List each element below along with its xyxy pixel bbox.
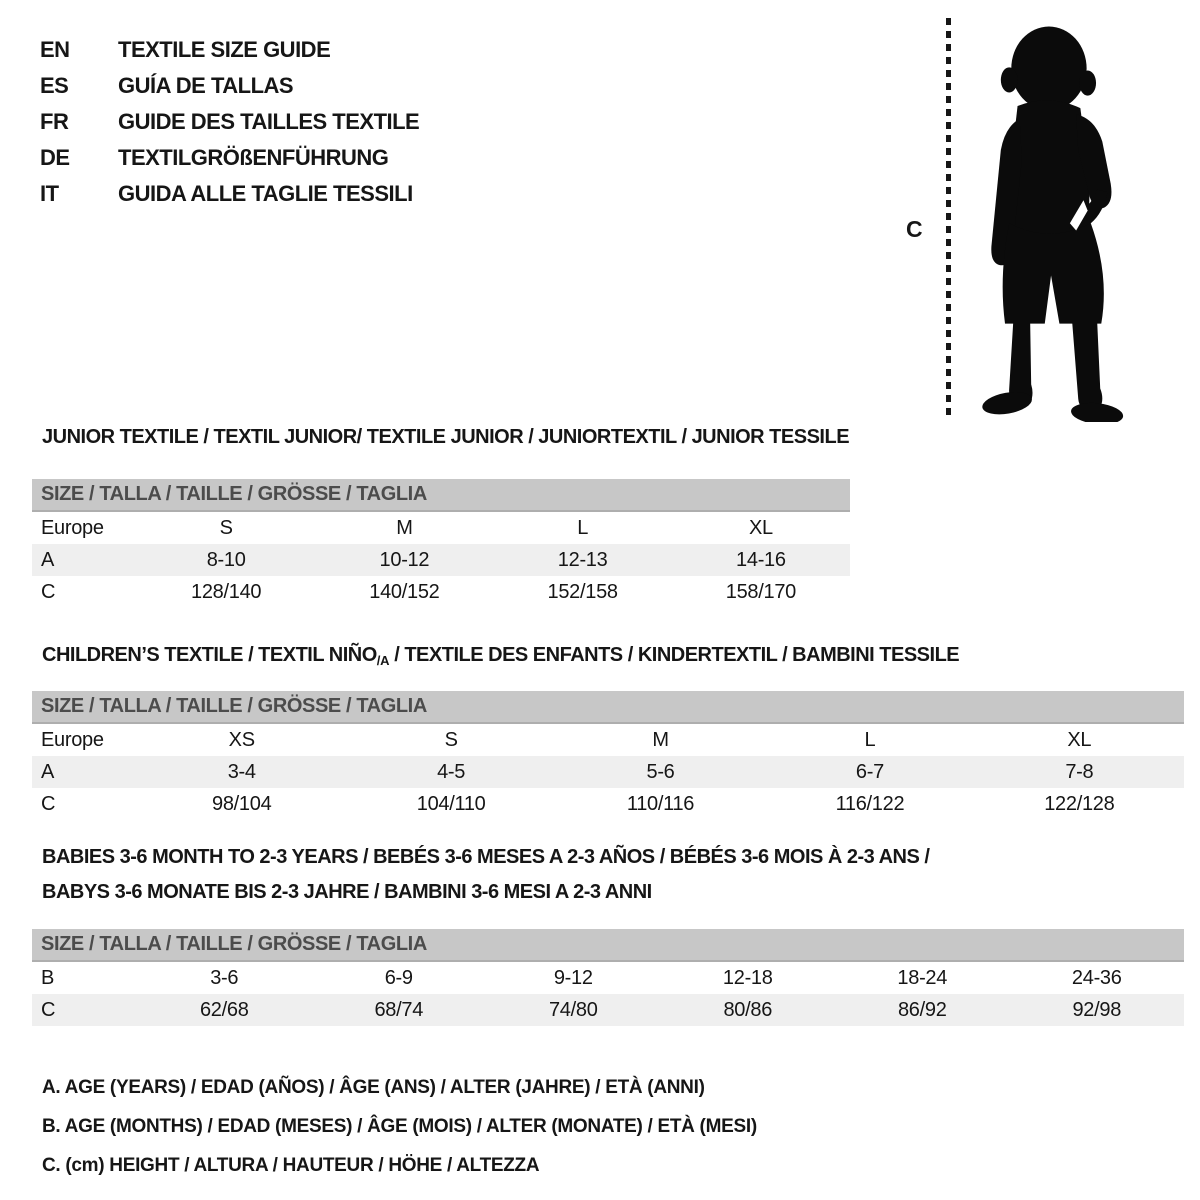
size-cell: 6-9 — [384, 966, 413, 989]
babies-size-table — [32, 929, 1184, 1026]
babies-section-title-line1: BABIES 3-6 MONTH TO 2-3 YEARS / BEBÉS 3-6 MESES A 2-3 AÑOS / BÉBÉS 3-6 MOIS À 2-3 ANS / — [42, 846, 930, 868]
guide-title: GUÍA DE TALLAS — [118, 73, 294, 98]
guide-title: GUIDA ALLE TAGLIE TESSILI — [118, 181, 413, 206]
size-cell: 92/98 — [1072, 998, 1122, 1021]
measurement-legend — [42, 1068, 757, 1185]
size-cell: 4-5 — [437, 760, 466, 783]
row-label: A — [41, 760, 55, 783]
language-code: FR — [40, 109, 69, 134]
language-title-list — [40, 32, 419, 212]
table-row — [32, 512, 850, 544]
size-cell: 140/152 — [369, 580, 440, 603]
size-cell: 62/68 — [199, 998, 249, 1021]
legend-line-b: B. AGE (MONTHS) / EDAD (MESES) / ÂGE (MOIS) / ALTER (MONATE) / ETÀ (MESI) — [42, 1116, 757, 1137]
size-cell: XS — [228, 728, 255, 751]
size-cell: 68/74 — [374, 998, 424, 1021]
toddler-silhouette-icon — [958, 14, 1142, 422]
legend-line-a: A. AGE (YEARS) / EDAD (AÑOS) / ÂGE (ANS) / ALTER (JAHRE) / ETÀ (ANNI) — [42, 1077, 705, 1098]
size-cell: 18-24 — [897, 966, 948, 989]
size-cell: 6-7 — [855, 760, 884, 783]
children-section-title — [42, 644, 959, 667]
size-cell: 5-6 — [646, 760, 675, 783]
size-cell: 122/128 — [1044, 792, 1115, 815]
junior-size-table — [32, 479, 850, 608]
children-size-table — [32, 691, 1184, 820]
language-code: IT — [40, 181, 59, 206]
junior-section-title: JUNIOR TEXTILE / TEXTIL JUNIOR/ TEXTILE JUNIOR / JUNIORTEXTIL / JUNIOR TESSILE — [42, 426, 850, 448]
guide-title: TEXTILGRÖßENFÜHRUNG — [118, 145, 389, 170]
size-cell: 7-8 — [1065, 760, 1094, 783]
size-cell: 104/110 — [416, 792, 486, 815]
size-cell: 8-10 — [206, 548, 246, 571]
size-header-bar: SIZE / TALLA / TAILLE / GRÖSSE / TAGLIA — [32, 929, 1184, 962]
language-code: DE — [40, 145, 70, 170]
children-title-subscript: /A — [376, 653, 390, 668]
size-cell: 86/92 — [897, 998, 947, 1021]
size-cell: L — [577, 516, 589, 539]
size-cell: 14-16 — [736, 548, 786, 571]
language-code: ES — [40, 73, 69, 98]
size-cell: XL — [1067, 728, 1092, 751]
children-title-text: CHILDREN’S TEXTILE / TEXTIL NIÑO — [42, 644, 377, 666]
table-row — [32, 788, 1184, 820]
size-cell: M — [652, 728, 669, 751]
row-label: A — [41, 548, 55, 571]
row-label: C — [41, 792, 56, 815]
size-cell: 10-12 — [379, 548, 430, 571]
list-item — [40, 140, 419, 176]
size-cell: 128/140 — [191, 580, 262, 603]
size-header-bar: SIZE / TALLA / TAILLE / GRÖSSE / TAGLIA — [32, 479, 850, 512]
row-label: C — [41, 998, 56, 1021]
size-cell: 98/104 — [212, 792, 272, 815]
size-cell: 110/116 — [626, 792, 695, 815]
size-cell: M — [396, 516, 413, 539]
table-row — [32, 756, 1184, 788]
list-item — [40, 104, 419, 140]
size-cell: 116/122 — [835, 792, 905, 815]
size-cell: S — [444, 728, 458, 751]
table-row — [32, 724, 1184, 756]
children-title-text: / TEXTILE DES ENFANTS / KINDERTEXTIL / BAMBINI TESSILE — [389, 644, 960, 666]
babies-section-title-line2: BABYS 3-6 MONATE BIS 2-3 JAHRE / BAMBINI 3-6 MESI A 2-3 ANNI — [42, 881, 652, 903]
size-cell: 24-36 — [1071, 966, 1122, 989]
size-header-bar: SIZE / TALLA / TAILLE / GRÖSSE / TAGLIA — [32, 691, 1184, 724]
size-cell: 3-6 — [210, 966, 239, 989]
guide-title: TEXTILE SIZE GUIDE — [118, 37, 331, 62]
size-cell: 12-13 — [557, 548, 608, 571]
legend-line-c: C. (cm) HEIGHT / ALTURA / HAUTEUR / HÖHE / ALTEZZA — [42, 1155, 540, 1176]
size-cell: 9-12 — [553, 966, 593, 989]
language-code: EN — [40, 37, 70, 62]
size-cell: XL — [748, 516, 773, 539]
row-label: Europe — [41, 728, 104, 751]
size-cell: 3-4 — [227, 760, 256, 783]
table-row — [32, 962, 1184, 994]
row-label: Europe — [41, 516, 104, 539]
height-measure-dashed-line — [946, 18, 951, 416]
table-row — [32, 576, 850, 608]
row-label: B — [41, 966, 55, 989]
list-item — [40, 32, 419, 68]
table-row — [32, 544, 850, 576]
height-measure-label: C — [906, 216, 923, 242]
size-cell: S — [219, 516, 233, 539]
table-row — [32, 994, 1184, 1026]
guide-title: GUIDE DES TAILLES TEXTILE — [118, 109, 420, 134]
size-cell: L — [864, 728, 876, 751]
size-cell: 158/170 — [725, 580, 796, 603]
size-cell: 80/86 — [723, 998, 773, 1021]
row-label: C — [41, 580, 56, 603]
size-cell: 152/158 — [547, 580, 618, 603]
list-item — [40, 176, 419, 212]
size-cell: 12-18 — [722, 966, 773, 989]
size-cell: 74/80 — [548, 998, 598, 1021]
list-item — [40, 68, 419, 104]
